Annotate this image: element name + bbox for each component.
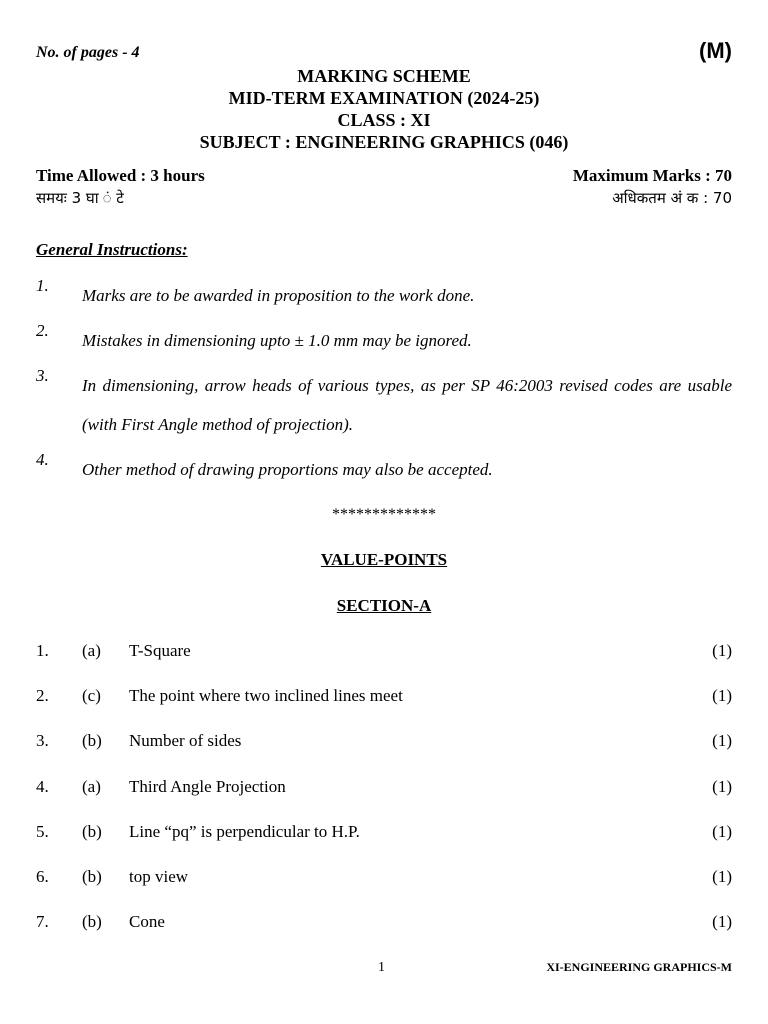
instruction-number: 2. — [36, 321, 49, 340]
subject-name: SUBJECT : ENGINEERING GRAPHICS (046) — [199, 132, 569, 152]
answer-option: (b) — [82, 731, 102, 750]
instruction-item — [36, 276, 732, 315]
maximum-marks: Maximum Marks : 70 — [572, 166, 732, 185]
instruction-text: Other method of drawing proportions may also be accepted. — [82, 460, 493, 479]
page-number: 1 — [378, 960, 385, 975]
answer-marks: (1) — [712, 912, 732, 931]
answer-option: (b) — [82, 822, 102, 841]
answer-marks: (1) — [712, 867, 732, 886]
question-number: 6. — [36, 867, 49, 886]
time-allowed-hindi: समयः 3 घा ं टे — [36, 189, 124, 207]
instruction-item — [36, 321, 732, 360]
answer-option: (a) — [82, 777, 101, 796]
section-heading: SECTION-A — [336, 596, 432, 615]
instruction-number: 1. — [36, 276, 49, 295]
instruction-number: 3. — [36, 366, 49, 385]
question-number: 7. — [36, 912, 49, 931]
answer-text: Third Angle Projection — [129, 777, 286, 796]
answer-row — [36, 731, 732, 755]
maximum-marks-hindi: अधिकतम अं क : 70 — [612, 189, 732, 207]
answer-row — [36, 641, 732, 665]
general-instructions-heading: General Instructions: — [36, 240, 188, 259]
answer-row — [36, 912, 732, 936]
answer-text: Number of sides — [129, 731, 242, 750]
instruction-text: In dimensioning, arrow heads of various types, as per SP 46:2003 revised codes are usable (with First Angle method of projection). — [82, 376, 732, 434]
answer-text: Line “pq” is perpendicular to H.P. — [129, 822, 360, 841]
question-number: 4. — [36, 777, 49, 796]
answer-row — [36, 822, 732, 846]
question-number: 2. — [36, 686, 49, 705]
set-code: (M) — [699, 38, 732, 63]
page-count: No. of pages - 4 — [36, 44, 140, 61]
answer-text: The point where two inclined lines meet — [129, 686, 403, 705]
answer-row — [36, 867, 732, 891]
answer-row — [36, 686, 732, 710]
value-points-heading: VALUE-POINTS — [320, 550, 448, 569]
answer-marks: (1) — [712, 641, 732, 660]
answer-marks: (1) — [712, 686, 732, 705]
answer-marks: (1) — [712, 731, 732, 750]
answer-option: (b) — [82, 912, 102, 931]
answer-marks: (1) — [712, 822, 732, 841]
time-allowed: Time Allowed : 3 hours — [36, 166, 205, 185]
separator: ************* — [332, 506, 436, 523]
class-name: CLASS : XI — [337, 110, 431, 130]
answer-option: (b) — [82, 867, 102, 886]
instruction-number: 4. — [36, 450, 49, 469]
answer-option: (a) — [82, 641, 101, 660]
answer-option: (c) — [82, 686, 101, 705]
instruction-item — [36, 450, 732, 489]
exam-name: MID-TERM EXAMINATION (2024-25) — [228, 88, 540, 108]
answer-text: Cone — [129, 912, 165, 931]
instruction-text: Mistakes in dimensioning upto ± 1.0 mm may be ignored. — [82, 331, 472, 350]
answer-marks: (1) — [712, 777, 732, 796]
question-number: 5. — [36, 822, 49, 841]
question-number: 3. — [36, 731, 49, 750]
answer-text: top view — [129, 867, 189, 886]
instruction-text: Marks are to be awarded in proposition to the work done. — [82, 286, 475, 305]
footer-code: XI-ENGINEERING GRAPHICS-M — [546, 960, 732, 974]
question-number: 1. — [36, 641, 49, 660]
answer-row — [36, 777, 732, 801]
instruction-item — [36, 366, 732, 444]
document-title: MARKING SCHEME — [297, 66, 471, 86]
answer-text: T-Square — [129, 641, 191, 660]
